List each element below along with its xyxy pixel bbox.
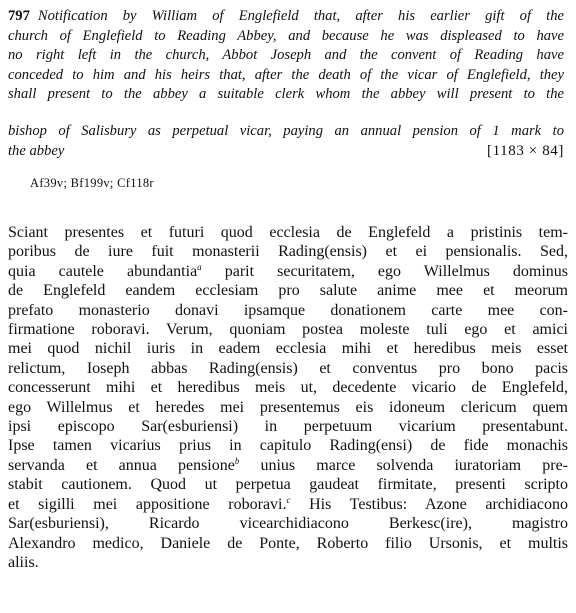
text-line: et sigilli mei appositione roboravi.$^c$ His Testibus: Azone archidiacono: [8, 494, 568, 513]
text-line: servanda et annua pensione$^b$ unius marce solvenda iuratoriam pre-: [8, 455, 568, 474]
charter-text: [8, 223, 568, 572]
heading-line-end: the abbey: [8, 142, 65, 159]
heading-line: [8, 142, 564, 162]
charter-number: 797: [8, 8, 30, 24]
text-line: mei quod nichil iuris in eadem ecclesia mihi et heredibus meis esset: [8, 340, 568, 358]
manuscript-sources: Af39v; Bf199v; Cf118r: [30, 176, 154, 190]
text-line: stabit cautionem. Quod ut perpetua gaudeat firmitate, presenti scripto: [8, 476, 568, 494]
text-line: concesserunt mihi et heredibus meis ut, decedente vicario de Englefeld,: [8, 379, 568, 397]
heading-line: no right left in the church, Abbot Joseph and the convent of Reading have: [8, 47, 564, 64]
charter-date: [1183 × 84]: [487, 142, 564, 159]
text-line: aliis.: [8, 553, 39, 571]
text-line: Sar(esburiensi), Ricardo vicearchidiacono Berkesc(ire), magistro: [8, 515, 568, 533]
text-line: Alexandro medico, Daniele de Ponte, Roberto filio Ursonis, et multis: [8, 534, 568, 552]
text-line: relictum, Ioseph abbas Rading(ensis) et conventus pro bono pacis: [8, 359, 568, 377]
heading-line: 797 Notification by William of Englefield that, after his earlier gift of the: [8, 8, 564, 24]
footnote-mark: a: [197, 261, 202, 272]
footnote-mark: b: [234, 455, 240, 466]
heading-line: shall present to the abbey a suitable clerk whom the abbey will present to the: [8, 86, 564, 103]
text-line: prefato monasterio donavi ipsamque donationem carte mee con-: [8, 301, 568, 319]
text-line: quia cautele abundantia$^a$ parit securitatem, ego Willelmus dominus: [8, 261, 568, 280]
text-line: firmatione roboravi. Verum, quoniam postea moleste tuli ego et amici: [8, 321, 568, 339]
text-line: ipsi episcopo Sar(esburiensi) in perpetuum vicarium presentabunt.: [8, 418, 568, 436]
text-line: de Englefeld eandem ecclesiam pro salute anime mee et meorum: [8, 282, 568, 300]
heading-line: conceded to him and his heirs that, after the death of the vicar of Englefield, they: [8, 66, 564, 83]
text-line: Ipse tamen vicarius prius in capitulo Rading(ensi) de fide monachis: [8, 437, 568, 455]
footnote-mark: c: [286, 494, 291, 505]
text-line: poribus de iure fuit monasterii Rading(ensis) et ei pensionalis. Sed,: [8, 243, 568, 261]
text-line: ego Willelmus et heredes mei presentemus eis idoneum clericum quem: [8, 398, 568, 416]
heading-line: bishop of Salisbury as perpetual vicar, paying an annual pension of 1 mark to: [8, 123, 564, 139]
text-line: Sciant presentes et futuri quod ecclesia de Englefeld a pristinis tem-: [8, 224, 568, 241]
charter-heading-continued: [8, 122, 564, 161]
heading-line: church of Englefield to Reading Abbey, and because he was displeased to have: [8, 27, 564, 44]
charter-heading: [8, 7, 564, 105]
